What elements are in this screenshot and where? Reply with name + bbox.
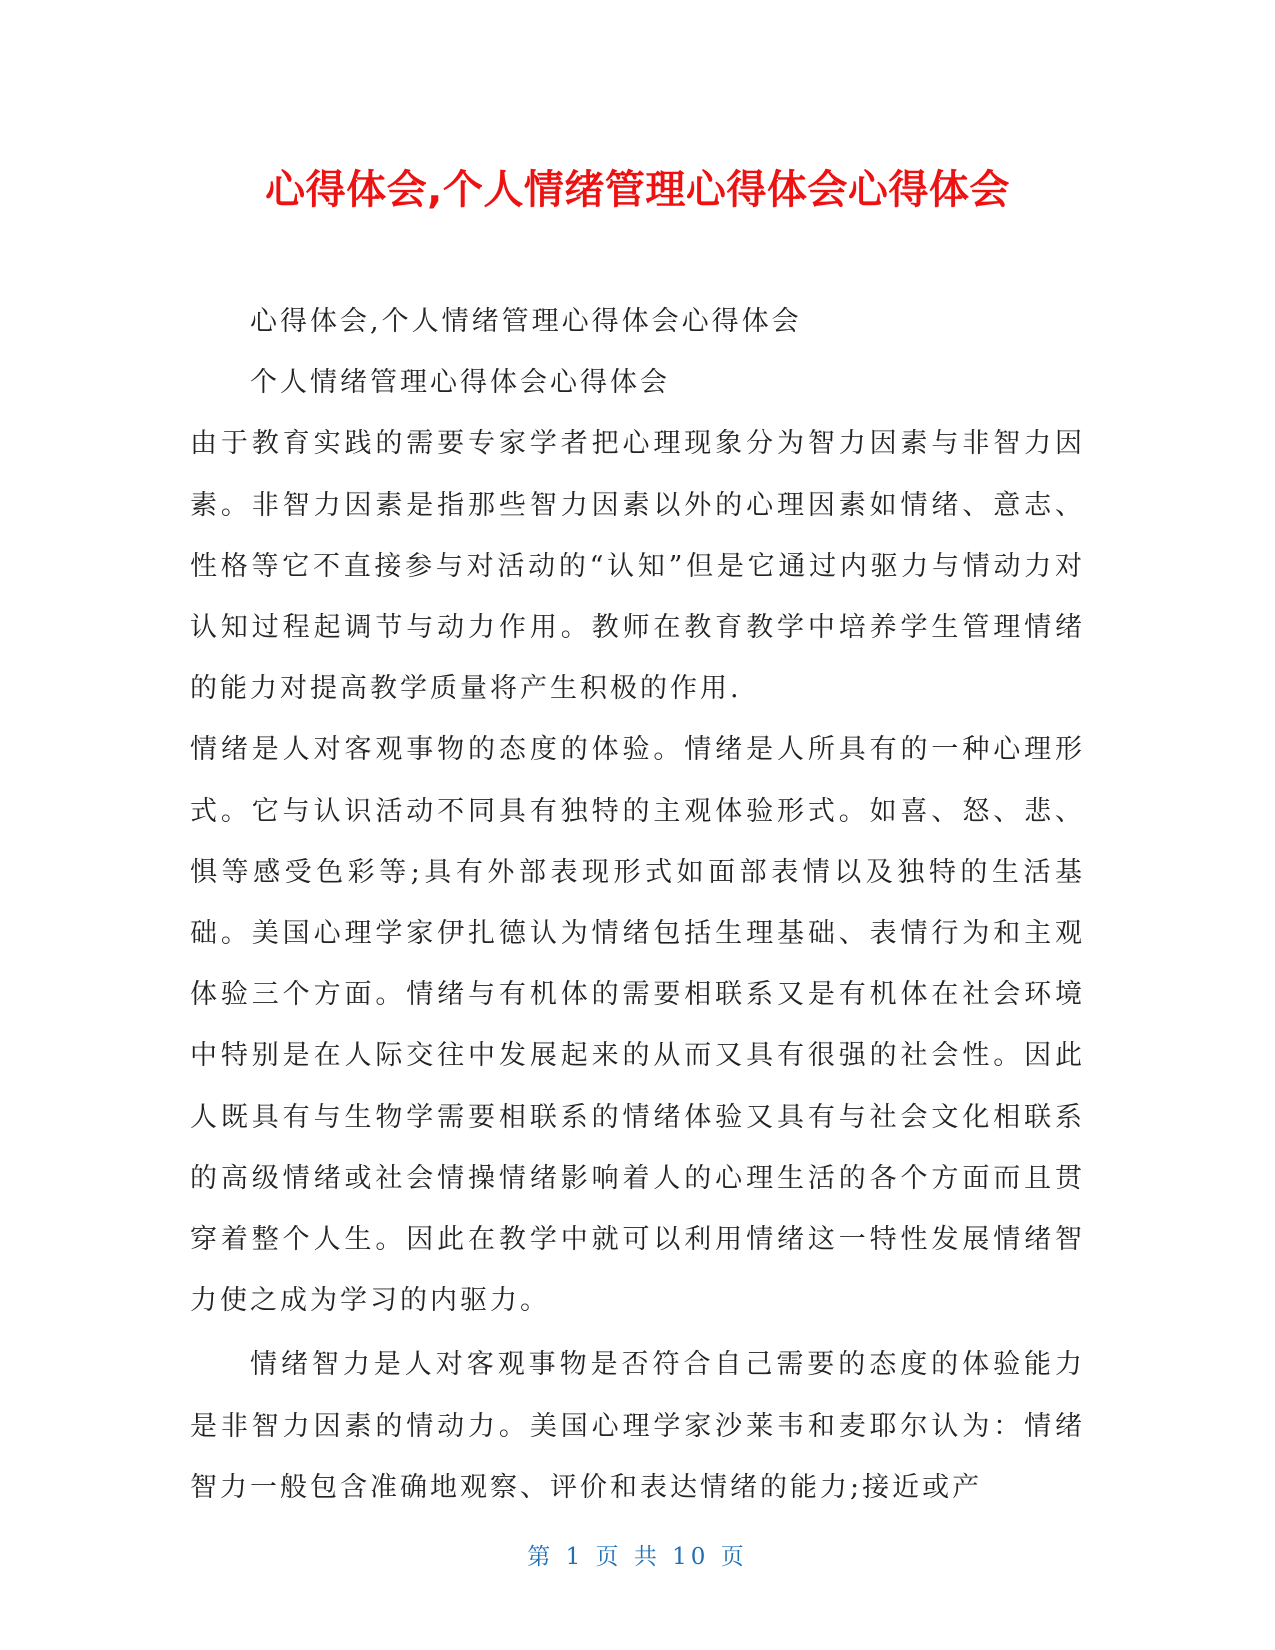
document-body <box>190 291 1085 1518</box>
section-heading-paragraph: 个人情绪管理心得体会心得体会 <box>250 367 670 399</box>
body-paragraph: 由于教育实践的需要专家学者把心理现象分为智力因素与非智力因素。非智力因素是指那些智力因素以外的心理因素如情绪、意志、性格等它不直接参与对活动的“认知”但是它通过内驱力与情动力对认知过程起调节与动力作用。教师在教育教学中培养学生管理情绪的能力对提高教学质量将产生积极的作用. <box>190 428 1085 705</box>
document-title: 心得体会,个人情绪管理心得体会心得体会 <box>265 167 1010 213</box>
body-paragraph: 情绪是人对客观事物的态度的体验。情绪是人所具有的一种心理形式。它与认识活动不同具有独特的主观体验形式。如喜、怒、悲、惧等感受色彩等;具有外部表现形式如面部表情以及独特的生活基础。美国心理学家伊扎德认为情绪包括生理基础、表情行为和主观体验三个方面。情绪与有机体的需要相联系又是有机体在社会环境中特别是在人际交往中发展起来的从而又具有很强的社会性。因此人既具有与生物学需要相联系的情绪体验又具有与社会文化相联系的高级情绪或社会情操情绪影响着人的心理生活的各个方面而且贯穿着整个人生。因此在教学中就可以利用情绪这一特性发展情绪智力使之成为学习的内驱力。 <box>190 734 1085 1317</box>
subtitle-paragraph: 心得体会,个人情绪管理心得体会心得体会 <box>250 306 802 337</box>
body-paragraph: 情绪智力是人对客观事物是否符合自己需要的态度的体验能力是非智力因素的情动力。美国心理学家沙莱韦和麦耶尔认为：情绪智力一般包含准确地观察、评价和表达情绪的能力;接近或产 <box>190 1349 1085 1503</box>
page-number-footer: 第 1 页 共 10 页 <box>527 1544 748 1570</box>
